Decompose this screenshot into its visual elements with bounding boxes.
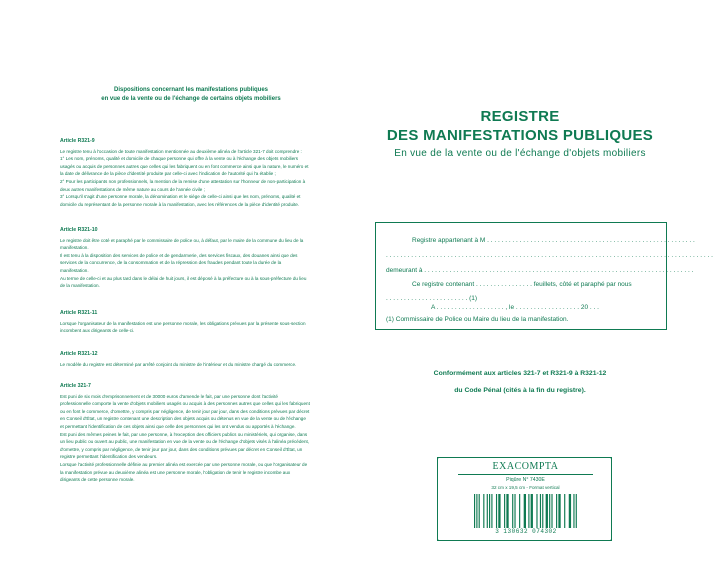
article-line: deux autres manifestations de même nature au cours de l'année civile ; <box>60 186 205 192</box>
article-line: Lorsque l'activité professionnelle définie au premier alinéa est exercée par une personne morale, ou que l'organisateur de <box>60 461 308 467</box>
article-title: Article 321-7 <box>60 383 91 389</box>
barcode-bar <box>528 494 529 528</box>
barcode-bar <box>531 494 533 528</box>
barcode-bar <box>498 494 500 528</box>
register-title-line2: DES MANIFESTATIONS PUBLIQUES <box>386 127 654 144</box>
product-format: 32 cm x 19,5 cm - Format vertical <box>491 485 560 490</box>
barcode-bar <box>556 494 557 528</box>
barcode-bar <box>549 494 550 528</box>
barcode-bar <box>524 494 526 528</box>
article-line: 2° Pour les participants non professionnels, la mention de la remise d'une attestation sur l'honneur de non-participation à <box>60 178 306 184</box>
barcode-bar <box>512 494 513 528</box>
owner-info-box <box>375 222 713 330</box>
article-line: la date de délivrance de la pièce d'identité produite par celle-ci avec l'indication de l'autorité qui l'a établie ; <box>60 171 276 177</box>
barcode-bar <box>569 494 571 528</box>
signatory-line: . . . . . . . . . . . . . . . . . . . . . . . (1) <box>386 295 478 302</box>
barcode-number: 3 130632 074302 <box>495 528 557 535</box>
article-r321-9 <box>60 138 322 208</box>
article-line: ou en font le commerce, d'omettre, y compris par négligence, de tenir jour par jour, dans des conditions prévues par décret <box>60 408 310 414</box>
article-line: incombent aux dirigeants de celle-ci. <box>60 328 135 334</box>
article-r321-12 <box>60 351 322 368</box>
owner-line-continued: . . . . . . . . . . . . . . . . . . . . . . . . . . . . . . . . . . . . . . . . . . . . . . . . . . . . . . . . . . . . . . . . . . . . . . . . . . . . . . . . . . . . . . . . . . . <box>386 252 713 259</box>
conformity-line1: Conformément aux articles 321-7 et R321-9 à R321-12 <box>433 370 607 377</box>
article-line: Au terme de celle-ci et au plus tard dans le délai de huit jours, il est déposé à la préfecture ou à la sous-préfecture du lieu <box>60 275 307 281</box>
article-line: professionnelle comporte la vente d'objets mobiliers usagés ou acquis à des personnes autres que celles qui les fabriquent <box>60 401 310 407</box>
conformity-line2: du Code Pénal (cités à la fin du registre). <box>454 387 586 394</box>
article-line: d'omettre, y compris par négligence, de tenir jour par jour, dans des conditions prévues par décret en Conseil d'État, un <box>60 446 303 452</box>
article-r321-10 <box>60 227 322 290</box>
barcode-bar <box>573 494 574 528</box>
article-line: 3° Lorsqu'il s'agit d'une personne morale, la dénomination et le siège de celle-ci ainsi que les nom, prénoms, qualité et <box>60 194 301 200</box>
article-line: manifestation. <box>60 267 89 273</box>
barcode-bar <box>483 494 484 528</box>
article-title: Article R321-11 <box>60 310 98 316</box>
article-line: la manifestation prévue au deuxième alinéa est une personne morale, l'obligation de tenir le registre incombe aux <box>60 469 291 475</box>
article-line: Lorsque l'organisateur de la manifestation est une personne morale, les obligations prévues par la présente sous-section <box>60 320 306 326</box>
barcode-bar <box>542 494 543 528</box>
barcode <box>474 494 578 528</box>
article-line: Le modèle du registre est déterminé par arrêté conjoint du ministre de l'intérieur et du ministre chargé du commerce. <box>60 361 297 367</box>
barcode-bar <box>514 494 515 528</box>
article-title: Article R321-9 <box>60 138 95 144</box>
article-line: Est puni des mêmes peines le fait, par une personne, à l'exception des officiers publics ou ministériels, qui organise, dans <box>60 431 308 437</box>
article-title: Article R321-10 <box>60 227 98 233</box>
article-line: manifestation. <box>60 245 89 251</box>
pages-line: Ce registre contenant . . . . . . . . . . . . . . . . feuillets, côté et paraphé par nous <box>412 281 632 288</box>
label-corner <box>604 533 612 541</box>
barcode-bar <box>474 494 475 528</box>
article-line: registre permettant l'identification des vendeurs. <box>60 454 158 460</box>
article-321-7 <box>60 383 322 484</box>
brand-logo: EXACOMPTA <box>492 461 559 472</box>
register-title-line1: REGISTRE <box>480 108 560 125</box>
article-line: Il est tenu à la disposition des services de police et de gendarmerie, des services fiscaux, des douanes ainsi que des <box>60 252 298 258</box>
barcode-bar <box>540 494 541 528</box>
barcode-bar <box>476 494 477 528</box>
article-line: Est puni de six mois d'emprisonnement et de 30000 euros d'amende le fait, par une personne dont l'activité <box>60 393 278 399</box>
barcode-bar <box>536 494 537 528</box>
barcode-bar <box>496 494 497 528</box>
article-line: en Conseil d'État, un registre contenant une description des objets acquis ou détenus en vue de la vente ou de l'échange <box>60 416 306 422</box>
article-title: Article R321-12 <box>60 351 98 357</box>
place-date-line: A . . . . . . . . . . . . . . . . . . . , le . . . . . . . . . . . . . . . . . . 20 . . . <box>431 304 599 311</box>
barcode-bar <box>489 494 490 528</box>
article-line: et permettant l'identification de ces objets ainsi que celle des personnes qui les ont vendus ou apportés à l'échange. <box>60 423 296 429</box>
product-label <box>437 457 612 541</box>
barcode-bar <box>551 494 552 528</box>
article-line: de la manifestation. <box>60 283 100 289</box>
barcode-bar <box>564 494 565 528</box>
dispositions-heading-line2: en vue de la vente ou de l'échange de certains objets mobiliers <box>101 96 281 102</box>
dispositions-heading <box>60 86 322 104</box>
register-subtitle: En vue de la vente ou de l'échange d'objets mobiliers <box>394 148 646 159</box>
article-r321-11 <box>60 310 322 335</box>
barcode-bar <box>558 494 560 528</box>
barcode-bar <box>487 494 488 528</box>
barcode-bar <box>491 494 492 528</box>
article-line: Le registre tenu à l'occasion de toute manifestation mentionnée au deuxième alinéa de l'article 321-7 doit comprendre : <box>60 148 302 154</box>
barcode-bar <box>546 494 548 528</box>
article-line: Le registre doit être coté et paraphé par le commissaire de police ou, à défaut, par le maire de la commune du lieu de la <box>60 237 304 243</box>
dispositions-heading-line1: Dispositions concernant les manifestations publiques <box>113 87 269 93</box>
article-line: services de la concurrence, de la consommation et de la répression des fraudes pendant toute la durée de la <box>60 260 282 266</box>
barcode-bar <box>576 494 577 528</box>
product-reference: Piqûre N° 7430E <box>506 477 545 483</box>
address-line: demeurant à . . . . . . . . . . . . . . . . . . . . . . . . . . . . . . . . . . . . . . . . . . . . . . . . . . . . . . . . . . . . . . . . . . . . . . . . . . . <box>386 267 694 274</box>
article-line: usagés ou acquis de personnes autres que celles qui les fabriquent ou en font commerce ainsi que la nature, le numéro et <box>60 163 309 169</box>
barcode-bar <box>519 494 520 528</box>
article-line: un lieu public ou ouvert au public, une manifestation en vue de la vente ou de l'échange d'objets visés à l'alinéa précédent, <box>60 439 310 445</box>
footnote: (1) Commissaire de Police ou Maire du lieu de la manifestation. <box>386 316 569 323</box>
barcode-bar <box>504 494 505 528</box>
owner-line: Registre appartenant à M . . . . . . . . . . . . . . . . . . . . . . . . . . . . . . . . . . . . . . . . . . . . . . . . . . . . . . . . . . <box>412 237 695 244</box>
article-line: 1° Les nom, prénoms, qualité et domicile de chaque personne qui offre à la vente ou à l'échange des objets mobiliers <box>60 156 299 162</box>
brand-divider <box>458 474 593 475</box>
label-corner <box>437 533 445 541</box>
article-line: dirigeants de cette personne morale. <box>60 477 135 483</box>
barcode-bar <box>506 494 508 528</box>
article-line: domicile du représentant de la personne morale à la manifestation, avec les références de la pièce d'identité produite. <box>60 201 300 207</box>
barcode-bar <box>479 494 480 528</box>
